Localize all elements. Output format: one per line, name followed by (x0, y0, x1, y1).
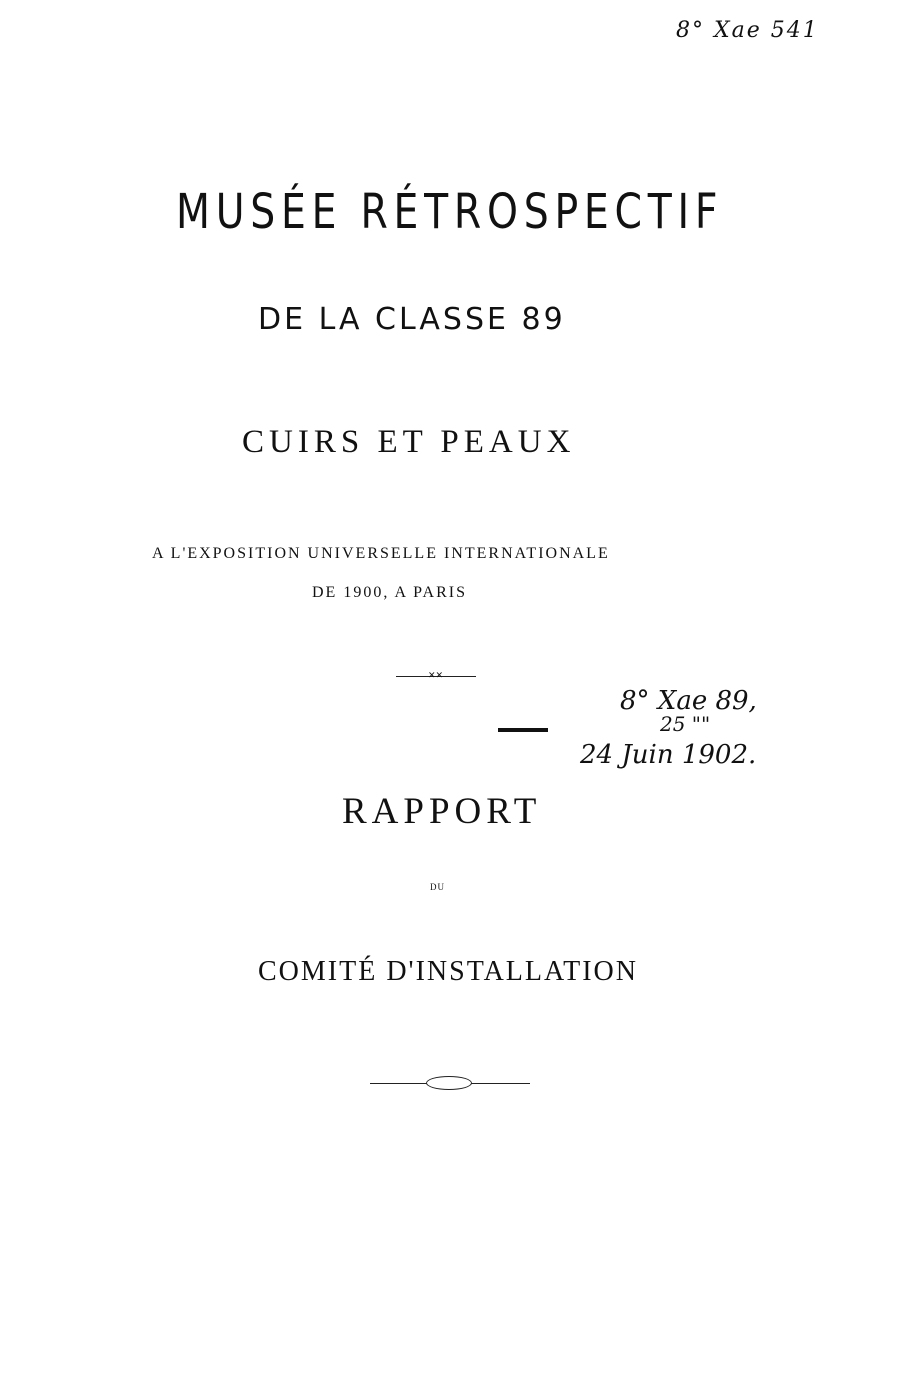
report-subtitle: COMITÉ D'INSTALLATION (258, 956, 638, 987)
report-connector: DU (430, 882, 445, 892)
report-title: RAPPORT (342, 791, 542, 832)
title-line-2: DE LA CLASSE 89 (258, 302, 566, 337)
title-line-3: CUIRS ET PEAUX (242, 424, 576, 460)
title-line-1: MUSÉE RÉTROSPECTIF (176, 184, 724, 240)
handwritten-shelfmark: 8° Xae 541 (676, 18, 819, 43)
handwritten-stamp-line-3: 24 Juin 1902. (580, 740, 757, 770)
exposition-line-2: DE 1900, A PARIS (312, 584, 467, 601)
ornament-divider-bottom (370, 1083, 530, 1084)
ornament-divider (396, 671, 476, 681)
ink-dash (498, 728, 548, 732)
handwritten-stamp-line-2: 25 "" (660, 712, 711, 736)
handwritten-stamp-line-1: 8° Xae 89, (620, 686, 757, 716)
ornament-icon: ✕✕ (428, 671, 444, 681)
ornament-icon (426, 1076, 472, 1090)
exposition-line-1: A L'EXPOSITION UNIVERSELLE INTERNATIONALE (152, 545, 610, 562)
